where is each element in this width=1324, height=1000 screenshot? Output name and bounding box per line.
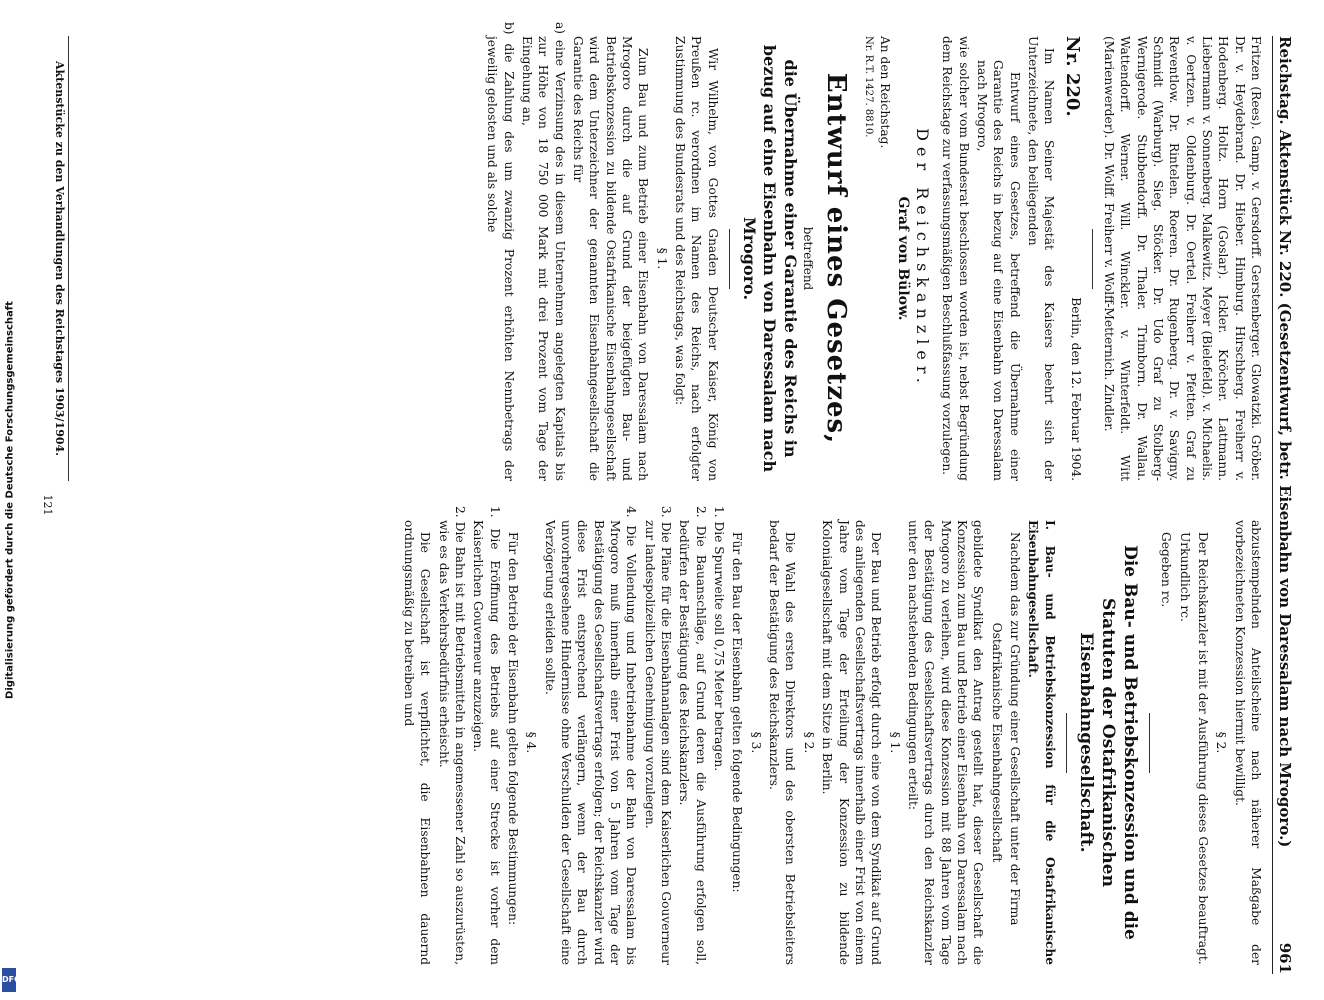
page-number: 961 <box>1276 942 1294 974</box>
concession-section-4-heading: § 4. <box>524 731 539 754</box>
concession-section-3-heading: § 3. <box>748 731 763 754</box>
section-2-heading: § 2. <box>1214 731 1229 754</box>
condition-4: 4. Die Vollendung und Inbetriebnahme der Bahn von Daressalam bis Mrogoro muß innerhalb einer Frist von 5 Jahren vom Tage der Bestätigung des Gesellschaftsvertrags erfolgen; der Reichskanzler wird diese Frist entsprechend verlängern, wenn der Bau durch unvorhergesehene Hindernisse ohne Verschulden der Gesellschaft eine Verzögerung erleiden sollte. <box>542 506 639 965</box>
certification: Urkundlich rc. <box>1177 532 1192 622</box>
header-title: Reichstag. Aktenstück Nr. 220. (Gesetzentwurf, betr. Eisenbahn von Daressalam nach Mrogoro.) <box>1276 36 1294 848</box>
document-number: Nr. 220. <box>1061 36 1083 117</box>
concession-section-1-heading: § 1. <box>887 731 902 754</box>
divider <box>1066 713 1067 773</box>
provision-1: 1. Die Eröffnung des Betriebs auf einer Strecke ist vorher dem Kaiserlichen Gouverneur anzuzeigen. <box>471 506 502 965</box>
document-heading <box>1059 36 1083 481</box>
digitization-credit-text: Digitalisierung gefördert durch die Deutsche Forschungsgemeinschaft <box>4 301 16 699</box>
page-footer-number: 121 <box>41 494 54 516</box>
signature-name: Graf von Bülow. <box>894 196 911 321</box>
address: An den Reichstag. <box>877 36 892 149</box>
condition-3: 3. Die Pläne für die Eisenbahnanlagen sind dem Kaiserlichen Gouverneur zur landespolizeilichen Genehmigung vorzulegen. <box>642 506 674 965</box>
left-column <box>482 22 1264 481</box>
provision-text: Die Gesellschaft ist verpflichtet, die Eisenbahnen dauernd ordnungsmäßig zu betreiben und <box>401 520 433 965</box>
condition-1: 1. Die Spurweite soll 0,75 Meter betragen. <box>712 506 727 772</box>
signature-title: Der Reichskanzler. <box>913 128 933 389</box>
dfg-logo: DFG <box>2 968 16 992</box>
concession-section-heading: I. Bau- und Betriebskonzession für die Ostafrikanische Eisenbahngesellschaft. <box>1026 520 1057 965</box>
draft-subject: die Übernahme einer Garantie des Reichs in bezug auf eine Eisenbahn von Daressalam nach Mrogoro. <box>739 44 801 473</box>
condition-2: 2. Die Bauanschläge, auf Grund deren die Ausführung erfolgen soll, bedürfen der Bestätigung des Reichskanzlers. <box>677 506 708 965</box>
concession-section-3-text: Für den Bau der Eisenbahn gelten folgende Bedingungen: <box>730 532 745 893</box>
reference-number: Nr. R.T. 1427. 8810. <box>862 36 874 138</box>
intro-text: Im Namen Seiner Majestät des Kaisers beehrt sich der Unterzeichnete, den beiliegenden <box>1026 36 1057 481</box>
divider <box>729 229 730 289</box>
section-1-heading: § 1. <box>654 247 669 270</box>
concession-section-1-text: Der Bau und Betrieb erfolgt durch eine von dem Syndikat auf Grund des anliegenden Gesellschaftsvertrags innerhalb einer Frist von einem Jahre vom Tage der Erteilung der Konzession zu bildende Kolonialgesellschaft mit dem Sitze in Berlin. <box>820 520 884 965</box>
provision-2: 2. Die Bahn ist mit Betriebsmitteln in angemessener Zahl so auszurüsten, wie es das Verkehrsbedürfnis erheischt. <box>436 506 467 965</box>
draft-title: Entwurf eines Gesetzes, <box>821 72 852 445</box>
running-header <box>1272 36 1294 974</box>
section-2-text: Der Reichskanzler ist mit der Ausführung dieses Gesetzes beauftragt. <box>1195 532 1210 965</box>
item-b: b) die Zahlung des um zwanzig Prozent erhöhten Nennbetrags der jeweilig gelosten und als solche <box>485 22 516 481</box>
footer-source: Aktenstücke zu den Verhandlungen des Reichstages 1903/1904. <box>53 36 69 481</box>
concession-section-2-text: Die Wahl des ersten Direktors und des obersten Betriebsleiters bedarf der Bestätigung des Reichskanzlers. <box>767 520 798 965</box>
concession-intro-end: gebildete Syndikat den Antrag gestellt hat, dieser Gesellschaft die Konzession zum Bau und Betrieb einer Eisenbahn von Daressalam nach Mrogoro zu verleihen, wird diese Konzession mit 88 Jahren vom Tage der Bestätigung des Gesellschaftsvertrags durch den Reichskanzler unter den nachstehenden Bedingungen erteilt: <box>905 520 986 965</box>
right-column <box>399 506 1264 965</box>
signatory-names: Fritzen (Rees). Gamp. v. Gersdorff. Gerstenberger. Glowatzki. Gröber. Dr. v. Heydebrand. Dr. Hieber. Himburg. Hirschberg. Freiherr v. Hodenberg. Holtz. Horn (Goslar). Ickler. Kröcher. Lattmann. Liebermann v. Sonnenberg. Malkewitz. Meyer (Bielefeld). v. Michaelis. v. Oertzen. v. Oldenburg. Dr. Oertel. Freiherr v. Pfetten. Graf zu Reventlow. Dr. Rintelen. Roeren. Dr. Rugenberg. Dr. v. Savigny. Schmidt (Warburg). Sieg. Stöcker. Dr. Udo Graf zu Stolberg-Wernigerode. Stubbendorff. Dr. Thaler. Trimborn. Dr. Wallau. Wattendorff. Werner. Will. Winckler. v. Winterfeldt. Witt (Marienwerder). Dr. Wolff. Freiherr v. Wolff-Metternich. Zindler. <box>1101 36 1263 481</box>
concession-section-2-heading: § 2. <box>801 731 816 754</box>
concession-intro: Nachdem das zur Gründung einer Gesellschaft unter der Firma <box>1007 532 1022 926</box>
intro-title: Entwurf eines Gesetzes, betreffend die Übernahme einer Garantie des Reichs in bezug auf eine Eisenbahn von Daressalam nach Mrogoro, <box>975 60 1022 481</box>
intro-end: wie solcher vom Bundesrat beschlossen worden ist, nebst Begründung dem Reichstage zur verfassungsmäßigen Beschlußfassung vorzulegen. <box>940 36 971 481</box>
concession-section-4-text: Für den Betrieb der Eisenbahn gelten folgende Bestimmungen: <box>506 532 520 926</box>
preamble: Wir Wilhelm, von Gottes Gnaden Deutscher Kaiser, König von Preußen rc. verordnen im Namen des Reichs, nach erfolgter Zustimmung des Bundesrats und des Reichstags, was folgt: <box>673 36 720 481</box>
divider <box>1149 713 1150 773</box>
given: Gegeben rc. <box>1159 532 1174 608</box>
divider <box>1092 229 1093 289</box>
continuation-text: abzustempelnden Anteilscheine nach näherer Maßgabe der vorbezeichneten Konzession hiermit bewilligt. <box>1232 520 1263 965</box>
concession-title: Die Bau- und Betriebskonzession und die Statuten der Ostafrikanischen Eisenbahngesellschaft. <box>1075 545 1140 940</box>
draft-betreffend: betreffend <box>801 226 816 291</box>
item-a: a) eine Verzinsung des in diesem Unternehmen angelegten Kapitals bis zur Höhe von 18 750 000 Mark mit drei Prozent vom Tage der Eingehung an, <box>520 22 567 481</box>
company-name: Ostafrikanische Eisenbahngesellschaft <box>989 622 1004 863</box>
digitization-credit <box>4 0 26 1000</box>
document-date: Berlin, den 12. Februar 1904. <box>1068 297 1083 481</box>
section-1-text: Zum Bau und zum Betrieb einer Eisenbahn von Daressalam nach Mrogoro durch die auf Grund der beigefügten Bau- und Betriebskonzession zu bildende Ostafrikanische Eisenbahngesellschaft wird dem Unterzeichner der genannten Eisenbahngesellschaft die Garantie des Reichs für <box>571 36 651 481</box>
